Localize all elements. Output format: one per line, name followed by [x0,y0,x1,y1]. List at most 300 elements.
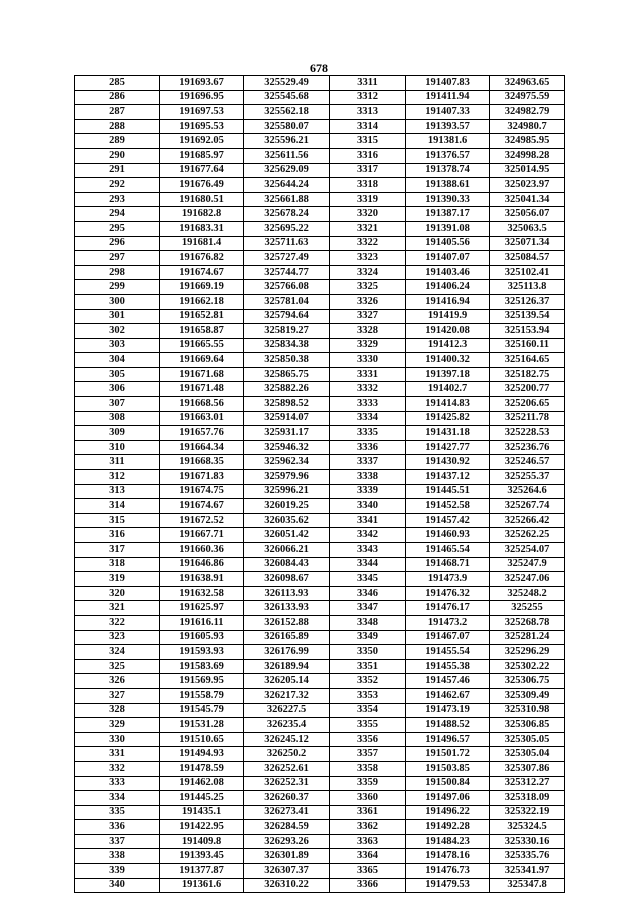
table-row [75,776,565,791]
x-coordinate-left-cell: 191667.71 [160,528,244,543]
table-row [75,528,565,543]
x-coordinate-right-cell: 191503.85 [406,761,490,776]
x-coordinate-left-cell: 191680.51 [160,192,244,207]
y-coordinate-left-cell: 325529.49 [244,76,330,91]
point-number-left-cell: 340 [75,878,160,893]
point-number-left-cell: 324 [75,645,160,660]
y-coordinate-right-cell: 325041.34 [490,192,565,207]
y-coordinate-left-cell: 325834.38 [244,338,330,353]
coordinates-table-body [75,76,565,893]
y-coordinate-left-cell: 325781.04 [244,294,330,309]
x-coordinate-right-cell: 191455.38 [406,659,490,674]
y-coordinate-left-cell: 325580.07 [244,119,330,134]
x-coordinate-left-cell: 191674.67 [160,499,244,514]
point-number-right-cell: 3332 [330,382,406,397]
x-coordinate-left-cell: 191625.97 [160,601,244,616]
x-coordinate-right-cell: 191488.52 [406,718,490,733]
y-coordinate-right-cell: 325063.5 [490,221,565,236]
y-coordinate-right-cell: 325023.97 [490,178,565,193]
y-coordinate-right-cell: 325247.06 [490,572,565,587]
point-number-left-cell: 288 [75,119,160,134]
x-coordinate-left-cell: 191663.01 [160,411,244,426]
point-number-right-cell: 3337 [330,455,406,470]
page-number: 678 [310,61,328,75]
point-number-left-cell: 301 [75,309,160,324]
y-coordinate-left-cell: 325865.75 [244,367,330,382]
table-row [75,791,565,806]
y-coordinate-left-cell: 325914.07 [244,411,330,426]
point-number-left-cell: 295 [75,221,160,236]
point-number-left-cell: 293 [75,192,160,207]
x-coordinate-left-cell: 191377.87 [160,864,244,879]
y-coordinate-left-cell: 325545.68 [244,90,330,105]
coordinates-table [74,75,565,893]
y-coordinate-left-cell: 325678.24 [244,207,330,222]
x-coordinate-left-cell: 191445.25 [160,791,244,806]
x-coordinate-right-cell: 191397.18 [406,367,490,382]
x-coordinate-left-cell: 191657.76 [160,426,244,441]
table-row [75,732,565,747]
x-coordinate-right-cell: 191497.06 [406,791,490,806]
y-coordinate-left-cell: 325882.26 [244,382,330,397]
y-coordinate-left-cell: 325946.32 [244,440,330,455]
table-row [75,659,565,674]
y-coordinate-left-cell: 326133.93 [244,601,330,616]
point-number-right-cell: 3329 [330,338,406,353]
point-number-right-cell: 3351 [330,659,406,674]
point-number-right-cell: 3352 [330,674,406,689]
table-row [75,849,565,864]
x-coordinate-left-cell: 191393.45 [160,849,244,864]
point-number-left-cell: 289 [75,134,160,149]
table-row [75,353,565,368]
point-number-right-cell: 3356 [330,732,406,747]
table-row [75,601,565,616]
y-coordinate-left-cell: 326310.22 [244,878,330,893]
x-coordinate-right-cell: 191457.42 [406,513,490,528]
y-coordinate-right-cell: 325310.98 [490,703,565,718]
x-coordinate-right-cell: 191376.57 [406,148,490,163]
x-coordinate-right-cell: 191501.72 [406,747,490,762]
point-number-right-cell: 3325 [330,280,406,295]
y-coordinate-left-cell: 326084.43 [244,557,330,572]
y-coordinate-right-cell: 325306.85 [490,718,565,733]
x-coordinate-right-cell: 191484.23 [406,834,490,849]
x-coordinate-left-cell: 191531.28 [160,718,244,733]
x-coordinate-right-cell: 191500.84 [406,776,490,791]
x-coordinate-right-cell: 191381.6 [406,134,490,149]
table-row [75,90,565,105]
point-number-left-cell: 294 [75,207,160,222]
point-number-right-cell: 3339 [330,484,406,499]
point-number-left-cell: 326 [75,674,160,689]
y-coordinate-right-cell: 324998.28 [490,148,565,163]
y-coordinate-left-cell: 326205.14 [244,674,330,689]
y-coordinate-left-cell: 326165.89 [244,630,330,645]
x-coordinate-left-cell: 191660.36 [160,543,244,558]
y-coordinate-right-cell: 325266.42 [490,513,565,528]
table-row [75,148,565,163]
x-coordinate-right-cell: 191407.33 [406,105,490,120]
point-number-right-cell: 3358 [330,761,406,776]
table-row [75,630,565,645]
point-number-right-cell: 3333 [330,397,406,412]
point-number-right-cell: 3311 [330,76,406,91]
y-coordinate-left-cell: 325661.88 [244,192,330,207]
x-coordinate-right-cell: 191476.32 [406,586,490,601]
y-coordinate-right-cell: 325347.8 [490,878,565,893]
y-coordinate-left-cell: 326051.42 [244,528,330,543]
point-number-left-cell: 332 [75,761,160,776]
y-coordinate-right-cell: 325248.2 [490,586,565,601]
point-number-left-cell: 338 [75,849,160,864]
point-number-right-cell: 3338 [330,470,406,485]
point-number-right-cell: 3330 [330,353,406,368]
y-coordinate-right-cell: 325153.94 [490,324,565,339]
point-number-right-cell: 3331 [330,367,406,382]
point-number-right-cell: 3321 [330,221,406,236]
point-number-right-cell: 3312 [330,90,406,105]
y-coordinate-left-cell: 325996.21 [244,484,330,499]
point-number-left-cell: 330 [75,732,160,747]
y-coordinate-right-cell: 324980.7 [490,119,565,134]
point-number-left-cell: 303 [75,338,160,353]
y-coordinate-right-cell: 325254.07 [490,543,565,558]
x-coordinate-left-cell: 191435.1 [160,805,244,820]
point-number-right-cell: 3324 [330,265,406,280]
point-number-right-cell: 3363 [330,834,406,849]
point-number-left-cell: 307 [75,397,160,412]
point-number-right-cell: 3335 [330,426,406,441]
x-coordinate-right-cell: 191476.73 [406,864,490,879]
table-row [75,251,565,266]
y-coordinate-right-cell: 325309.49 [490,688,565,703]
y-coordinate-right-cell: 325246.57 [490,455,565,470]
table-row [75,367,565,382]
point-number-right-cell: 3327 [330,309,406,324]
y-coordinate-left-cell: 326066.21 [244,543,330,558]
point-number-left-cell: 304 [75,353,160,368]
y-coordinate-right-cell: 325341.97 [490,864,565,879]
point-number-right-cell: 3342 [330,528,406,543]
table-row [75,440,565,455]
y-coordinate-right-cell: 325305.04 [490,747,565,762]
table-row [75,718,565,733]
table-row [75,163,565,178]
y-coordinate-left-cell: 325562.18 [244,105,330,120]
table-row [75,382,565,397]
table-row [75,484,565,499]
x-coordinate-right-cell: 191492.28 [406,820,490,835]
point-number-right-cell: 3355 [330,718,406,733]
x-coordinate-right-cell: 191391.08 [406,221,490,236]
table-row [75,207,565,222]
table-row [75,703,565,718]
y-coordinate-right-cell: 325330.16 [490,834,565,849]
x-coordinate-right-cell: 191393.57 [406,119,490,134]
table-row [75,586,565,601]
table-row [75,674,565,689]
point-number-right-cell: 3328 [330,324,406,339]
y-coordinate-right-cell: 324982.79 [490,105,565,120]
x-coordinate-left-cell: 191510.65 [160,732,244,747]
point-number-left-cell: 321 [75,601,160,616]
x-coordinate-right-cell: 191427.77 [406,440,490,455]
y-coordinate-left-cell: 326252.61 [244,761,330,776]
point-number-left-cell: 309 [75,426,160,441]
table-row [75,761,565,776]
x-coordinate-left-cell: 191646.86 [160,557,244,572]
point-number-left-cell: 312 [75,470,160,485]
x-coordinate-left-cell: 191583.69 [160,659,244,674]
y-coordinate-right-cell: 325318.09 [490,791,565,806]
x-coordinate-left-cell: 191668.56 [160,397,244,412]
point-number-left-cell: 327 [75,688,160,703]
table-row [75,543,565,558]
x-coordinate-left-cell: 191616.11 [160,615,244,630]
x-coordinate-left-cell: 191672.52 [160,513,244,528]
point-number-right-cell: 3365 [330,864,406,879]
x-coordinate-left-cell: 191671.83 [160,470,244,485]
x-coordinate-left-cell: 191683.31 [160,221,244,236]
x-coordinate-left-cell: 191652.81 [160,309,244,324]
y-coordinate-left-cell: 325962.34 [244,455,330,470]
point-number-right-cell: 3320 [330,207,406,222]
point-number-left-cell: 290 [75,148,160,163]
table-row [75,805,565,820]
x-coordinate-right-cell: 191425.82 [406,411,490,426]
table-row [75,878,565,893]
y-coordinate-right-cell: 325084.57 [490,251,565,266]
x-coordinate-right-cell: 191465.54 [406,543,490,558]
y-coordinate-left-cell: 325850.38 [244,353,330,368]
y-coordinate-left-cell: 325979.96 [244,470,330,485]
table-row [75,221,565,236]
y-coordinate-left-cell: 325931.17 [244,426,330,441]
point-number-left-cell: 337 [75,834,160,849]
x-coordinate-right-cell: 191419.9 [406,309,490,324]
y-coordinate-left-cell: 325596.21 [244,134,330,149]
table-row [75,280,565,295]
point-number-left-cell: 310 [75,440,160,455]
point-number-left-cell: 291 [75,163,160,178]
table-row [75,324,565,339]
point-number-right-cell: 3318 [330,178,406,193]
x-coordinate-left-cell: 191605.93 [160,630,244,645]
y-coordinate-left-cell: 325695.22 [244,221,330,236]
table-row [75,192,565,207]
point-number-right-cell: 3353 [330,688,406,703]
y-coordinate-right-cell: 325056.07 [490,207,565,222]
y-coordinate-left-cell: 325611.56 [244,148,330,163]
y-coordinate-left-cell: 326176.99 [244,645,330,660]
x-coordinate-right-cell: 191467.07 [406,630,490,645]
y-coordinate-right-cell: 325102.41 [490,265,565,280]
y-coordinate-right-cell: 325324.5 [490,820,565,835]
point-number-right-cell: 3357 [330,747,406,762]
y-coordinate-right-cell: 325281.24 [490,630,565,645]
x-coordinate-left-cell: 191665.55 [160,338,244,353]
point-number-right-cell: 3319 [330,192,406,207]
y-coordinate-left-cell: 325898.52 [244,397,330,412]
y-coordinate-left-cell: 326293.26 [244,834,330,849]
y-coordinate-right-cell: 325206.65 [490,397,565,412]
x-coordinate-left-cell: 191632.58 [160,586,244,601]
point-number-left-cell: 308 [75,411,160,426]
table-row [75,105,565,120]
x-coordinate-left-cell: 191669.19 [160,280,244,295]
point-number-left-cell: 286 [75,90,160,105]
y-coordinate-left-cell: 326301.89 [244,849,330,864]
point-number-left-cell: 335 [75,805,160,820]
table-row [75,470,565,485]
y-coordinate-left-cell: 326189.94 [244,659,330,674]
table-row [75,76,565,91]
table-row [75,411,565,426]
y-coordinate-right-cell: 324975.59 [490,90,565,105]
y-coordinate-left-cell: 326250.2 [244,747,330,762]
y-coordinate-right-cell: 325160.11 [490,338,565,353]
x-coordinate-right-cell: 191400.32 [406,353,490,368]
x-coordinate-right-cell: 191460.93 [406,528,490,543]
x-coordinate-right-cell: 191468.71 [406,557,490,572]
point-number-left-cell: 328 [75,703,160,718]
y-coordinate-right-cell: 325306.75 [490,674,565,689]
point-number-right-cell: 3345 [330,572,406,587]
x-coordinate-left-cell: 191593.93 [160,645,244,660]
point-number-left-cell: 318 [75,557,160,572]
y-coordinate-right-cell: 325255 [490,601,565,616]
point-number-right-cell: 3340 [330,499,406,514]
point-number-left-cell: 285 [75,76,160,91]
point-number-left-cell: 296 [75,236,160,251]
y-coordinate-left-cell: 326227.5 [244,703,330,718]
x-coordinate-left-cell: 191668.35 [160,455,244,470]
table-row [75,572,565,587]
x-coordinate-left-cell: 191693.67 [160,76,244,91]
y-coordinate-right-cell: 325139.54 [490,309,565,324]
y-coordinate-right-cell: 325236.76 [490,440,565,455]
table-row [75,513,565,528]
point-number-right-cell: 3326 [330,294,406,309]
x-coordinate-right-cell: 191457.46 [406,674,490,689]
table-row [75,864,565,879]
x-coordinate-right-cell: 191378.74 [406,163,490,178]
point-number-right-cell: 3344 [330,557,406,572]
point-number-left-cell: 319 [75,572,160,587]
x-coordinate-left-cell: 191478.59 [160,761,244,776]
point-number-right-cell: 3364 [330,849,406,864]
point-number-left-cell: 325 [75,659,160,674]
x-coordinate-right-cell: 191387.17 [406,207,490,222]
table-row [75,615,565,630]
y-coordinate-left-cell: 325744.77 [244,265,330,280]
point-number-right-cell: 3360 [330,791,406,806]
point-number-left-cell: 287 [75,105,160,120]
point-number-right-cell: 3341 [330,513,406,528]
point-number-right-cell: 3349 [330,630,406,645]
x-coordinate-left-cell: 191674.67 [160,265,244,280]
y-coordinate-right-cell: 325126.37 [490,294,565,309]
x-coordinate-right-cell: 191388.61 [406,178,490,193]
point-number-right-cell: 3347 [330,601,406,616]
point-number-right-cell: 3350 [330,645,406,660]
table-row [75,134,565,149]
y-coordinate-left-cell: 326307.37 [244,864,330,879]
table-row [75,178,565,193]
x-coordinate-right-cell: 191407.07 [406,251,490,266]
point-number-right-cell: 3354 [330,703,406,718]
point-number-left-cell: 320 [75,586,160,601]
point-number-right-cell: 3322 [330,236,406,251]
point-number-left-cell: 311 [75,455,160,470]
y-coordinate-right-cell: 325322.19 [490,805,565,820]
table-row [75,426,565,441]
point-number-left-cell: 339 [75,864,160,879]
x-coordinate-left-cell: 191662.18 [160,294,244,309]
x-coordinate-left-cell: 191697.53 [160,105,244,120]
table-row [75,688,565,703]
table-row [75,747,565,762]
y-coordinate-left-cell: 326273.41 [244,805,330,820]
y-coordinate-right-cell: 325164.65 [490,353,565,368]
x-coordinate-left-cell: 191409.8 [160,834,244,849]
y-coordinate-left-cell: 325819.27 [244,324,330,339]
point-number-right-cell: 3316 [330,148,406,163]
x-coordinate-left-cell: 191671.48 [160,382,244,397]
x-coordinate-right-cell: 191462.67 [406,688,490,703]
x-coordinate-right-cell: 191496.22 [406,805,490,820]
point-number-left-cell: 317 [75,543,160,558]
table-row [75,820,565,835]
y-coordinate-right-cell: 325267.74 [490,499,565,514]
x-coordinate-left-cell: 191677.64 [160,163,244,178]
point-number-left-cell: 334 [75,791,160,806]
y-coordinate-left-cell: 326152.88 [244,615,330,630]
y-coordinate-left-cell: 326113.93 [244,586,330,601]
point-number-right-cell: 3343 [330,543,406,558]
y-coordinate-right-cell: 325264.6 [490,484,565,499]
x-coordinate-left-cell: 191681.4 [160,236,244,251]
y-coordinate-left-cell: 326217.32 [244,688,330,703]
point-number-left-cell: 316 [75,528,160,543]
point-number-left-cell: 300 [75,294,160,309]
table-row [75,119,565,134]
point-number-left-cell: 306 [75,382,160,397]
x-coordinate-right-cell: 191407.83 [406,76,490,91]
x-coordinate-left-cell: 191558.79 [160,688,244,703]
y-coordinate-right-cell: 325305.05 [490,732,565,747]
y-coordinate-left-cell: 326098.67 [244,572,330,587]
y-coordinate-left-cell: 325766.08 [244,280,330,295]
point-number-left-cell: 329 [75,718,160,733]
x-coordinate-right-cell: 191412.3 [406,338,490,353]
y-coordinate-right-cell: 325312.27 [490,776,565,791]
x-coordinate-right-cell: 191455.54 [406,645,490,660]
point-number-left-cell: 336 [75,820,160,835]
x-coordinate-right-cell: 191420.08 [406,324,490,339]
point-number-right-cell: 3336 [330,440,406,455]
point-number-right-cell: 3366 [330,878,406,893]
y-coordinate-right-cell: 325262.25 [490,528,565,543]
y-coordinate-left-cell: 325629.09 [244,163,330,178]
y-coordinate-left-cell: 326252.31 [244,776,330,791]
point-number-left-cell: 292 [75,178,160,193]
point-number-left-cell: 333 [75,776,160,791]
x-coordinate-right-cell: 191414.83 [406,397,490,412]
x-coordinate-right-cell: 191473.19 [406,703,490,718]
y-coordinate-right-cell: 324963.65 [490,76,565,91]
